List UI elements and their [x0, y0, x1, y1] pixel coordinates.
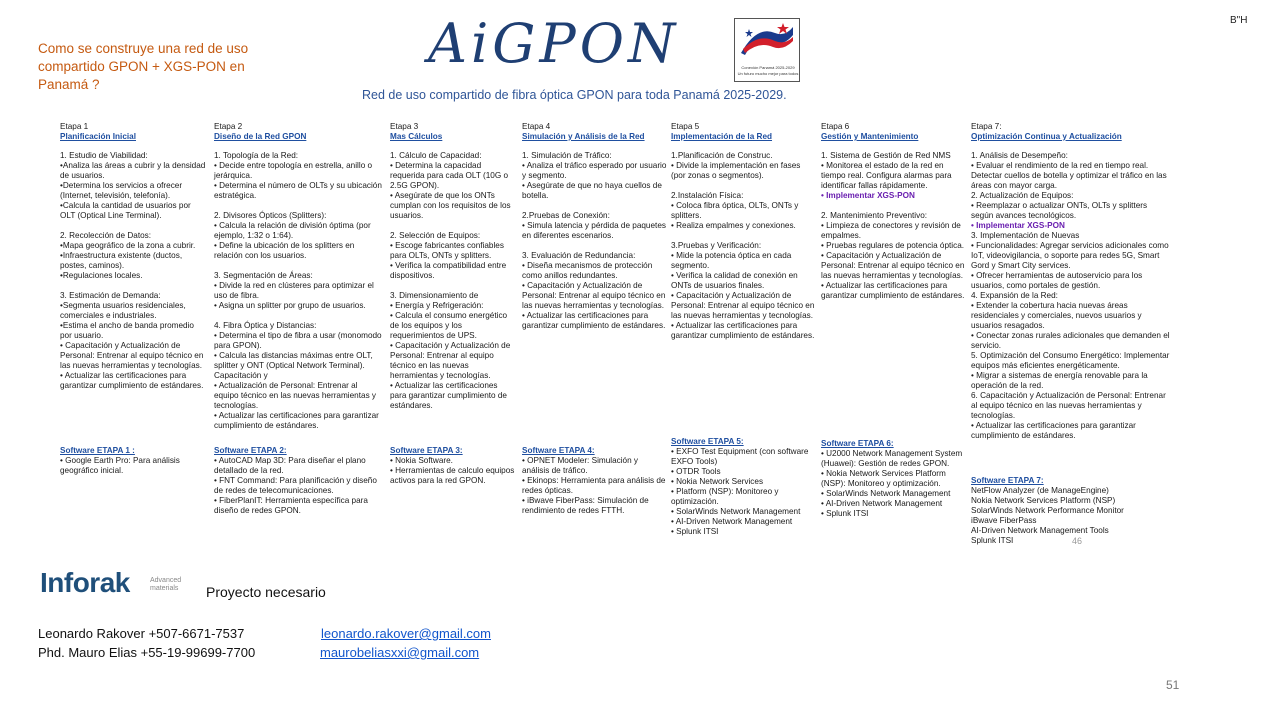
stage-6-column: [821, 122, 965, 301]
flag-tagline: Un futuro mucho mejor para todos: [737, 71, 799, 76]
question-text: Como se construye una red de uso compartido GPON + XGS-PON en Panamá ?: [38, 41, 249, 92]
stage-name: Etapa 5: [671, 122, 700, 131]
software-body: • AutoCAD Map 3D: Para diseñar el plano detallado de la red. • FNT Command: Para planificación y diseño de redes de telecomunicaciones. • FiberPlanIT: Herramienta específica para diseño de redes GPON.: [214, 456, 377, 515]
software-body: • EXFO Test Equipment (con software EXFO Tools) • OTDR Tools • Nokia Network Services • Platform (NSP): Monitoreo y optimización. • SolarWinds Network Management • AI-Driven Network Management • Splunk ITSI: [671, 447, 809, 536]
software-stage-4: [522, 446, 667, 516]
stage-body: [821, 151, 965, 301]
stage-heading: Gestión y Mantenimiento: [821, 132, 919, 141]
stage-7-column: [971, 122, 1171, 441]
stage-name: Etapa 1: [60, 122, 89, 131]
software-title: Software ETAPA 1 :: [60, 446, 135, 455]
stage-name: Etapa 6: [821, 122, 850, 131]
stage-heading: Diseño de la Red GPON: [214, 132, 307, 141]
project-label: Proyecto necesario: [206, 584, 326, 600]
contact-row: [38, 626, 491, 641]
stage-body: 1. Estudio de Viabilidad: •Analiza las áreas a cubrir y la densidad de usuarios. •Determina los servicios a ofrecer (Internet, televisión, telefonía). •Calcula la cantidad de usuarios por OLT (Optical Line Terminal). 2. Recolección de Datos: •Mapa geográfico de la zona a cubrir. •Infraestructura existente (ductos, postes, caminos). •Regulaciones locales. 3. Estimación de Demanda: •Segmenta usuarios residenciales, comerciales e industriales. •Estima el ancho de banda promedio por usuario. • Capacitación y Actualización de Personal: Entrenar al equipo técnico en las nuevas herramientas y tecnologías. • Actualizar las certificaciones para garantizar cumplimiento de estándares.: [60, 151, 206, 390]
stage-2-column: [214, 122, 384, 431]
software-stage-5: [671, 437, 815, 537]
software-body: • Nokia Software. • Herramientas de calculo equipos activos para la red GPON.: [390, 456, 515, 485]
stage-name: Etapa 4: [522, 122, 551, 131]
software-title: Software ETAPA 6:: [821, 439, 894, 448]
software-stage-2: [214, 446, 384, 516]
stage-body: 1.Planificación de Construc. • Divide la implementación en fases (por zonas o segmentos). 2.Instalación Física: • Coloca fibra óptica, OLTs, ONTs y splitters. • Realiza empalmes y conexiones. 3.Pruebas y Verificación: • Mide la potencia óptica en cada segmento. • Verifica la calidad de conexión en ONTs de usuarios finales. • Capacitación y Actualización de Personal: Entrenar al equipo técnico en las nuevas herramientas y tecnologías. • Actualizar las certificaciones para garantizar cumplimiento de estándares.: [671, 151, 815, 340]
software-title: Software ETAPA 5:: [671, 437, 744, 446]
stage-body: 1. Cálculo de Capacidad: • Determina la capacidad requerida para cada OLT (10G o 2.5G GPON). • Asegúrate de que los ONTs cumplan con los requisitos de los usuarios. 2. Selección de Equipos: • Escoge fabricantes confiables para OLTs, ONTs y splitters. • Verifica la compatibilidad entre dispositivos. 3. Dimensionamiento de • Energía y Refrigeración: • Calcula el consumo energético de los equipos y los requerimientos de UPS. • Capacitación y Actualización de Personal: Entrenar al equipo técnico en las nuevas herramientas y tecnologías. • Actualizar las certificaciones para garantizar cumplimiento de estándares.: [390, 151, 511, 410]
panama-flag-logo: [734, 18, 800, 82]
xgs-pon-highlight: • Implementar XGS-PON: [821, 191, 915, 200]
page-title: AiGPON: [428, 12, 680, 75]
logo-name: Inforak: [40, 567, 130, 598]
email-link[interactable]: maurobeliasxxi@gmail.com: [320, 645, 480, 660]
software-title: Software ETAPA 4:: [522, 446, 595, 455]
corner-mark: B"H: [1230, 15, 1248, 26]
software-stage-1: [60, 446, 208, 476]
stage-name: Etapa 2: [214, 122, 243, 131]
contact-name-phone: Leonardo Rakover +507-6671-7537: [38, 626, 245, 641]
email-link[interactable]: leonardo.rakover@gmail.com: [321, 626, 491, 641]
software-stage-6: [821, 439, 965, 519]
stage-3-column: [390, 122, 516, 411]
software-body: NetFlow Analyzer (de ManageEngine) Nokia Network Services Platform (NSP) SolarWinds Network Performance Monitor iBwave FiberPass AI-Driven Network Management Tools Splunk ITSI: [971, 486, 1124, 545]
stage-5-column: [671, 122, 815, 341]
stage-body-text: 1. Sistema de Gestión de Red NMS • Monitorea el estado de la red en tiempo real. Configura alarmas para identificar fallas rápidamente.: [821, 151, 952, 190]
stage-heading: Optimización Continua y Actualización: [971, 132, 1122, 141]
stage-body: [971, 151, 1171, 441]
stage-body-text: 1. Análisis de Desempeño: • Evaluar el rendimiento de la red en tiempo real. Detectar cuellos de botella y optimizar el tráfico en las áreas con mayor carga. 2. Actualización de Equipos: • Reemplazar o actualizar ONTs, OLTs y splitters según avances tecnológicos.: [971, 151, 1167, 220]
software-body: • OPNET Modeler: Simulación y análisis de tráfico. • Ekinops: Herramienta para análisis de redes ópticas. • iBwave FiberPass: Simulación de rendimiento de redes FTTH.: [522, 456, 666, 515]
software-body: • U2000 Network Management System (Huawei): Gestión de redes GPON. • Nokia Network Services Platform (NSP): Monitoreo y optimización. • SolarWinds Network Management • AI-Driven Network Management • Splunk ITSI: [821, 449, 963, 518]
page-subtitle: Red de uso compartido de fibra óptica GPON para toda Panamá 2025-2029.: [362, 88, 787, 102]
contact-row: [38, 645, 480, 660]
software-title: Software ETAPA 3:: [390, 446, 463, 455]
inforak-logo: [40, 565, 205, 605]
stage-heading: Simulación y Análisis de la Red: [522, 132, 645, 141]
software-title: Software ETAPA 7:: [971, 476, 1044, 485]
stage-body-text: 2. Mantenimiento Preventivo: • Limpieza de conectores y revisión de empalmes. • Pruebas regulares de potencia óptica. • Capacitación y Actualización de Personal: Entrenar al equipo técnico en las nuevas herramientas y tecnologías. • Actualizar las certificaciones para garantizar cumplimiento de estándares.: [821, 211, 965, 300]
stage-heading: Planificación Inicial: [60, 132, 136, 141]
flag-icon: [735, 19, 799, 65]
flag-caption: Conexión Panamá 2025-2029: [741, 65, 795, 70]
software-body: • Google Earth Pro: Para análisis geográfico inicial.: [60, 456, 180, 475]
stage-body-text: 3. Implementación de Nuevas • Funcionalidades: Agregar servicios adicionales como IoT, videovigilancia, o soporte para redes 5G, Smart Gord y Smart City services. • Ofrecer herramientas de autoservicio para los usuarios, como portales de gestión. 4. Expansión de la Red: • Extender la cobertura hacia nuevas áreas residenciales y comerciales, nuevos usuarios y usuarios resagados. • Conectar zonas rurales adicionales que demanden el servicio. 5. Optimización del Consumo Energético: Implementar equipos más eficientes energéticamente. • Migrar a sistemas de energía renovable para la operación de la red. 6. Capacitación y Actualización de Personal: Entrenar al equipo técnico en las nuevas herramientas y tecnologías. • Actualizar las certificaciones para garantizar cumplimiento de estándares.: [971, 231, 1170, 440]
stage-1-column: [60, 122, 208, 391]
page-number: 51: [1166, 678, 1180, 692]
embedded-page-number: 46: [1072, 536, 1083, 546]
stage-heading: Mas Cálculos: [390, 132, 443, 141]
software-stage-3: [390, 446, 516, 486]
xgs-pon-highlight: • Implementar XGS-PON: [971, 221, 1065, 230]
contact-name-phone: Phd. Mauro Elias +55-19-99699-7700: [38, 645, 256, 660]
logo-tagline: Advanced materials: [150, 577, 182, 592]
stage-name: Etapa 3: [390, 122, 419, 131]
stage-heading: Implementación de la Red: [671, 132, 773, 141]
stage-name: Etapa 7:: [971, 122, 1002, 131]
stage-4-column: [522, 122, 667, 331]
stage-body: 1. Topología de la Red: • Decide entre topología en estrella, anillo o jerárquica. • Determina el número de OLTs y su ubicación estratégica. 2. Divisores Ópticos (Splitters): • Calcula la relación de división óptima (por ejemplo, 1:32 o 1:64). • Define la ubicación de los splitters en relación con los usuarios. 3. Segmentación de Áreas: • Divide la red en clústeres para optimizar el uso de fibra. • Asigna un splitter por grupo de usuarios. 4. Fibra Óptica y Distancias: • Determina el tipo de fibra a usar (monomodo para GPON). • Calcula las distancias máximas entre OLT, splitter y ONT (Optical Network Terminal). Capacitación y • Actualización de Personal: Entrenar al equipo técnico en las nuevas herramientas y tecnologías. • Actualizar las certificaciones para garantizar cumplimiento de estándares.: [214, 151, 382, 430]
stage-body: 1. Simulación de Tráfico: • Analiza el tráfico esperado por usuario y segmento. • Asegúrate de que no haya cuellos de botella. 2.Pruebas de Conexión: • Simula latencia y pérdida de paquetes en diferentes escenarios. 3. Evaluación de Redundancia: • Diseña mecanismos de protección como anillos redundantes. • Capacitación y Actualización de Personal: Entrenar al equipo técnico en las nuevas herramientas y tecnologías. • Actualizar las certificaciones para garantizar cumplimiento de estándares.: [522, 151, 667, 330]
software-title: Software ETAPA 2:: [214, 446, 287, 455]
software-stage-7: [971, 476, 1171, 546]
